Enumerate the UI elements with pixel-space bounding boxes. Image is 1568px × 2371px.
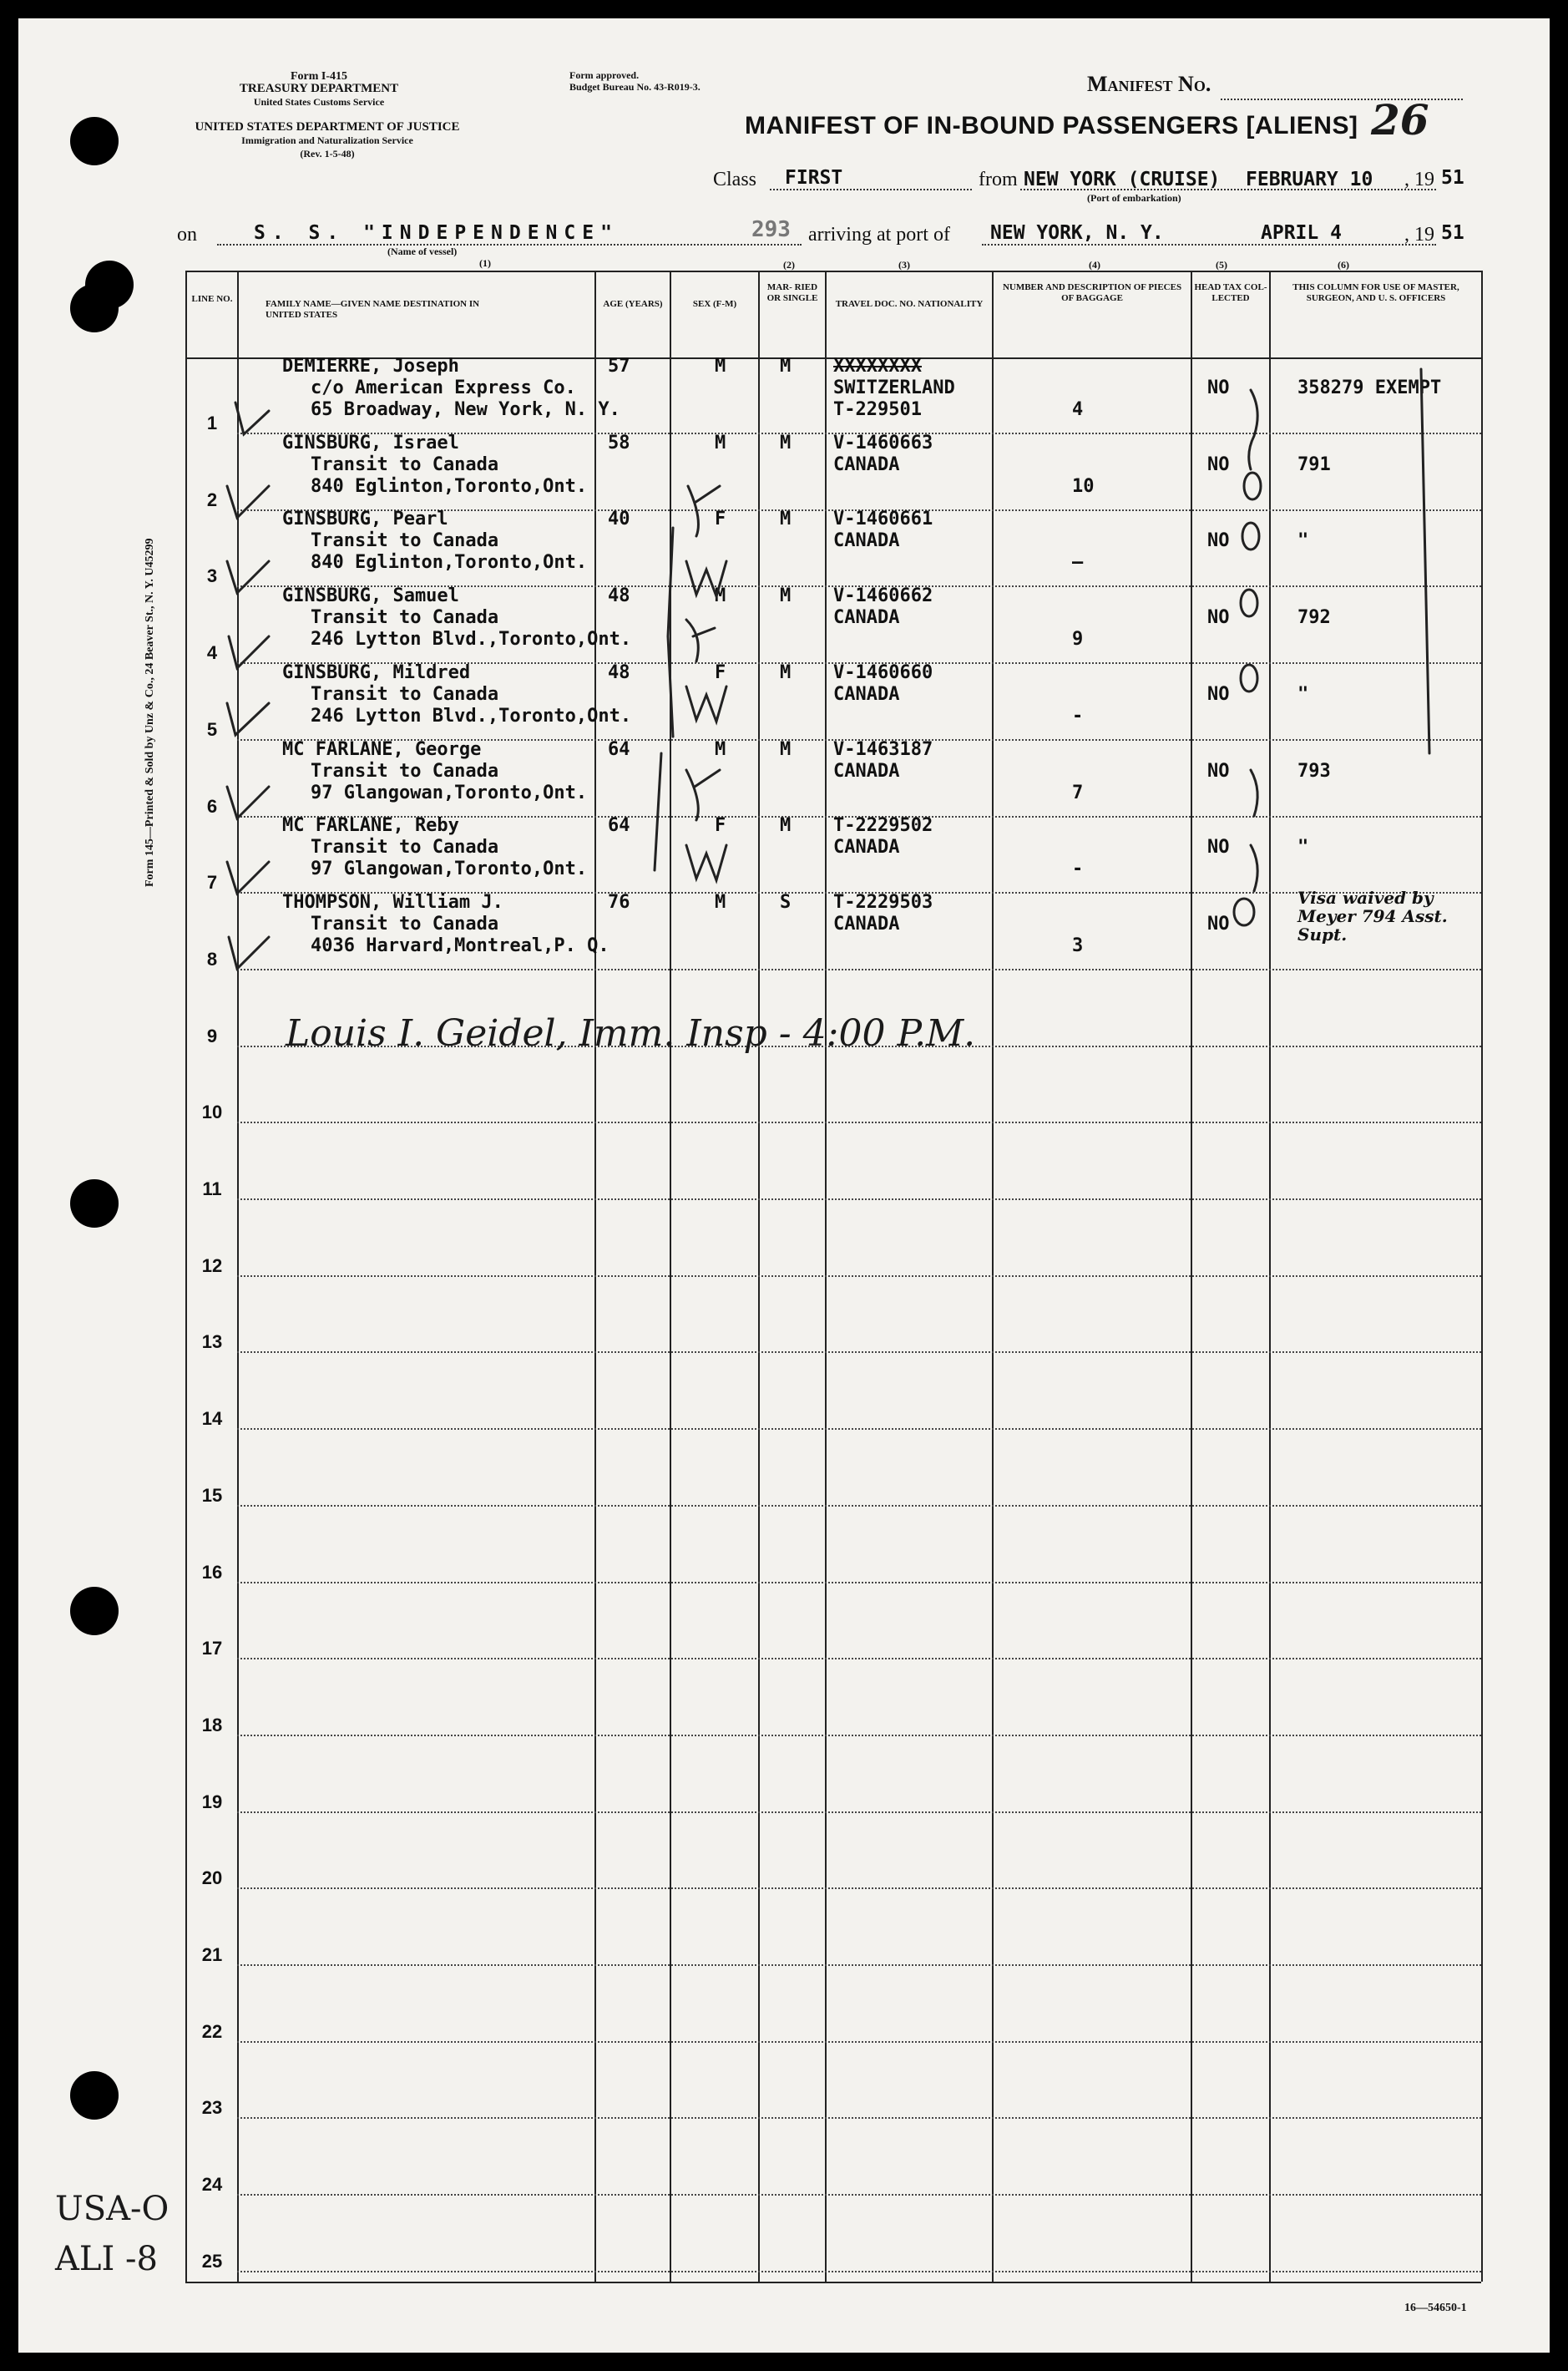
passenger-name: DEMIERRE, Joseph — [282, 356, 459, 377]
passenger-married: M — [780, 738, 792, 760]
col-age: AGE (YEARS) — [603, 299, 663, 309]
col5-number: (5) — [1216, 259, 1227, 271]
treasury-dept: TREASURY DEPARTMENT — [239, 82, 399, 95]
passenger-address: 4036 Harvard,Montreal,P. Q. — [311, 935, 609, 956]
col6-number: (6) — [1338, 259, 1349, 271]
initial-mark — [688, 486, 720, 536]
class-value: FIRST — [785, 167, 843, 189]
col1-number-top: (1) — [479, 257, 491, 269]
passenger-age: 48 — [608, 661, 630, 683]
margin-note: ALI -8 — [55, 2240, 158, 2278]
vessel-stamp: 293 — [751, 217, 791, 242]
check-mark — [227, 703, 269, 735]
passenger-nationality: CANADA — [833, 913, 900, 935]
baggage-count: 4 — [1072, 399, 1084, 420]
line-number: 13 — [201, 1331, 223, 1353]
vessel-name: S. S. "INDEPENDENCE" — [254, 222, 619, 244]
passenger-nationality: CANADA — [833, 837, 900, 859]
line-number: 8 — [206, 948, 218, 970]
passenger-destination: Transit to Canada — [311, 760, 499, 782]
passenger-name: MC FARLANE, Reby — [282, 815, 459, 837]
passenger-married: M — [780, 356, 792, 377]
passenger-sex: F — [715, 661, 726, 683]
col-married: MAR- RIED OR SINGLE — [766, 282, 818, 303]
col-head-tax: HEAD TAX COL- LECTED — [1194, 282, 1267, 303]
officer-note: Visa waived by Meyer 794 Asst. Supt. — [1297, 887, 1448, 945]
passenger-married: S — [780, 891, 792, 913]
col2-number: (2) — [783, 259, 795, 271]
ins-heading: Immigration and Naturalization Service — [241, 134, 413, 146]
passenger-married: M — [780, 585, 792, 607]
passenger-married: M — [780, 661, 792, 683]
passenger-destination: Transit to Canada — [311, 683, 499, 705]
passenger-married: M — [780, 815, 792, 837]
passenger-age: 48 — [608, 585, 630, 607]
head-tax: NO — [1207, 453, 1230, 475]
initial-mark — [686, 845, 726, 880]
arrival-date: APRIL 4 — [1261, 222, 1342, 244]
check-mark — [227, 561, 269, 593]
col-baggage: NUMBER AND DESCRIPTION OF PIECES OF BAGGAGE — [1002, 282, 1182, 303]
passenger-address: 97 Glangowan,Toronto,Ont. — [311, 859, 588, 880]
inspector-signature: Louis I. Geidel, Imm. Insp - 4:00 P.M. — [286, 1012, 976, 1055]
passenger-address: 840 Eglinton,Toronto,Ont. — [311, 552, 588, 574]
passenger-nationality: CANADA — [833, 607, 900, 629]
tax-mark — [1251, 770, 1257, 816]
passenger-address: 840 Eglinton,Toronto,Ont. — [311, 475, 588, 497]
passenger-married: M — [780, 509, 792, 530]
line-number: 17 — [201, 1638, 223, 1659]
line-number: 5 — [206, 718, 218, 740]
passenger-destination: Transit to Canada — [311, 607, 499, 629]
baggage-count: 3 — [1072, 935, 1084, 956]
travel-doc-number: V-1463187 — [833, 738, 933, 760]
head-tax: NO — [1207, 760, 1230, 782]
bracket-mark — [655, 753, 661, 870]
officer-note: 358279 EXEMPT — [1297, 377, 1442, 398]
tax-mark — [1249, 390, 1257, 469]
passenger-destination: Transit to Canada — [311, 837, 499, 859]
customs-service: United States Customs Service — [253, 96, 385, 108]
page-title: MANIFEST OF IN-BOUND PASSENGERS [ALIENS] — [745, 112, 1358, 139]
head-tax: NO — [1207, 607, 1230, 629]
baggage-count: - — [1072, 705, 1084, 727]
passenger-age: 40 — [608, 509, 630, 530]
line-number: 4 — [206, 642, 218, 664]
passenger-name: GINSBURG, Pearl — [282, 509, 448, 530]
baggage-count: - — [1072, 859, 1084, 880]
manifest-number: 26 — [1371, 95, 1429, 144]
from-label: from — [979, 169, 1018, 190]
passenger-destination: Transit to Canada — [311, 453, 499, 475]
line-number: 1 — [206, 413, 218, 433]
col4-number: (4) — [1089, 259, 1100, 271]
line-number: 11 — [202, 1178, 222, 1199]
line-number: 21 — [201, 1944, 223, 1965]
tax-mark — [1241, 665, 1257, 692]
passenger-address: 246 Lytton Blvd.,Toronto,Ont. — [311, 705, 632, 727]
footer-code: 16—54650-1 — [1404, 2302, 1467, 2314]
col-name: FAMILY NAME—GIVEN NAME DESTINATION IN UNITED STATES — [266, 299, 480, 320]
class-label: Class — [713, 169, 757, 190]
officer-note: " — [1297, 837, 1309, 859]
passenger-nationality: SWITZERLAND — [833, 377, 955, 398]
arrival-year: 51 — [1441, 222, 1464, 244]
baggage-count: — — [1072, 552, 1084, 574]
officer-note: " — [1297, 530, 1309, 552]
form-number: Form I-415 — [290, 70, 348, 83]
embark-year-prefix: , 19 — [1404, 169, 1434, 190]
passenger-destination: Transit to Canada — [311, 530, 499, 552]
passenger-address: 65 Broadway, New York, N. Y. — [311, 399, 620, 420]
passenger-age: 64 — [608, 815, 630, 837]
line-number: 20 — [201, 1867, 223, 1889]
line-number: 22 — [201, 2020, 223, 2042]
arrival-year-prefix: , 19 — [1404, 224, 1434, 246]
initial-mark — [686, 561, 726, 596]
tax-mark — [1251, 845, 1257, 891]
col3-number: (3) — [898, 259, 910, 271]
officer-note: 793 — [1297, 760, 1331, 782]
line-number: 24 — [201, 2174, 223, 2196]
line-number: 25 — [201, 2250, 223, 2272]
baggage-count: 7 — [1072, 782, 1084, 803]
line-number: 3 — [206, 565, 218, 587]
travel-doc-number: V-1460663 — [833, 432, 933, 453]
line-number: 15 — [201, 1484, 223, 1506]
doj-heading: UNITED STATES DEPARTMENT OF JUSTICE — [195, 120, 460, 134]
margin-note: USA-O — [55, 2190, 169, 2228]
head-tax: NO — [1207, 913, 1230, 935]
col-sex: SEX (F-M) — [692, 299, 737, 309]
passenger-nationality: CANADA — [833, 453, 900, 475]
check-mark — [227, 862, 269, 894]
line-number: 7 — [206, 872, 218, 894]
vessel-caption: (Name of vessel) — [387, 246, 458, 257]
officer-note: 792 — [1297, 607, 1331, 629]
passenger-sex: M — [715, 356, 726, 377]
passenger-destination: c/o American Express Co. — [311, 377, 576, 398]
line-number: 2 — [206, 489, 218, 510]
col-travel-doc: TRAVEL DOC. NO. NATIONALITY — [835, 299, 984, 309]
officer-note: 791 — [1297, 453, 1331, 475]
tax-mark — [1242, 523, 1259, 550]
passenger-sex: F — [715, 509, 726, 530]
head-tax: NO — [1207, 683, 1230, 705]
manifest-page — [18, 18, 1550, 2353]
line-number: 16 — [201, 1561, 223, 1583]
passenger-sex: M — [715, 585, 726, 607]
tax-mark — [1241, 590, 1257, 616]
head-tax: NO — [1207, 377, 1230, 398]
line-number: 23 — [201, 2097, 223, 2119]
embarkation-caption: (Port of embarkation) — [1087, 192, 1181, 204]
check-mark — [235, 403, 269, 434]
passenger-sex: M — [715, 432, 726, 453]
travel-doc-struck: XXXXXXXX — [833, 356, 922, 377]
officer-note: " — [1297, 683, 1309, 705]
line-number: 10 — [201, 1102, 223, 1123]
passenger-age: 76 — [608, 891, 630, 913]
passenger-sex: M — [715, 891, 726, 913]
tax-mark — [1244, 473, 1261, 499]
line-number: 19 — [201, 1791, 223, 1812]
head-tax: NO — [1207, 837, 1230, 859]
check-mark — [229, 937, 269, 969]
col-line-no: LINE NO. — [191, 294, 233, 304]
passenger-name: GINSBURG, Mildred — [282, 661, 471, 683]
line-number: 14 — [201, 1408, 223, 1430]
initial-mark — [686, 686, 726, 722]
budget-bureau: Budget Bureau No. 43-R019-3. — [569, 81, 701, 93]
passenger-age: 64 — [608, 738, 630, 760]
line-number: 18 — [201, 1714, 223, 1735]
travel-doc-number: V-1460661 — [833, 509, 933, 530]
passenger-married: M — [780, 432, 792, 453]
line-number: 9 — [206, 1025, 218, 1046]
tax-mark — [1234, 899, 1254, 925]
line-number: 6 — [206, 795, 218, 817]
col-officers: THIS COLUMN FOR USE OF MASTER, SURGEON, AND U. S. OFFICERS — [1292, 282, 1459, 303]
passenger-age: 57 — [608, 356, 630, 377]
on-label: on — [177, 224, 197, 246]
travel-doc-number: T-229501 — [833, 399, 922, 420]
baggage-count: 10 — [1072, 475, 1095, 497]
arriving-label: arriving at port of — [808, 224, 950, 246]
check-mark — [227, 486, 269, 518]
passenger-address: 246 Lytton Blvd.,Toronto,Ont. — [311, 629, 632, 651]
travel-doc-number: T-2229503 — [833, 891, 933, 913]
passenger-age: 58 — [608, 432, 630, 453]
embark-year: 51 — [1441, 167, 1464, 189]
travel-doc-number: V-1460660 — [833, 661, 933, 683]
check-mark — [227, 787, 269, 818]
passenger-name: MC FARLANE, George — [282, 738, 482, 760]
travel-doc-number: T-2229502 — [833, 815, 933, 837]
arrival-port: NEW YORK, N. Y. — [990, 222, 1164, 244]
passenger-name: GINSBURG, Israel — [282, 432, 459, 453]
bracket-mark — [668, 528, 673, 737]
passenger-name: THOMPSON, William J. — [282, 891, 503, 913]
passenger-nationality: CANADA — [833, 530, 900, 552]
passenger-sex: M — [715, 738, 726, 760]
baggage-count: 9 — [1072, 629, 1084, 651]
initial-mark — [686, 770, 720, 820]
passenger-nationality: CANADA — [833, 760, 900, 782]
travel-doc-number: V-1460662 — [833, 585, 933, 607]
from-value: NEW YORK (CRUISE) — [1024, 169, 1221, 190]
handwritten-marks — [18, 18, 1550, 2353]
officer-line — [1421, 369, 1429, 753]
initial-mark — [686, 620, 715, 661]
passenger-address: 97 Glangowan,Toronto,Ont. — [311, 782, 588, 803]
revision: (Rev. 1-5-48) — [300, 148, 355, 160]
line-number: 12 — [201, 1254, 223, 1276]
embark-date: FEBRUARY 10 — [1246, 169, 1373, 190]
form-approved: Form approved. — [569, 69, 640, 81]
check-mark — [229, 636, 269, 668]
passenger-sex: F — [715, 815, 726, 837]
passenger-nationality: CANADA — [833, 683, 900, 705]
manifest-no-label: Manifest No. — [1087, 72, 1211, 96]
passenger-name: GINSBURG, Samuel — [282, 585, 459, 607]
head-tax: NO — [1207, 530, 1230, 552]
passenger-destination: Transit to Canada — [311, 913, 499, 935]
printer-imprint: Form 145—Printed & Sold by Unz & Co., 24 Beaver St., N. Y. U45299 — [144, 538, 156, 887]
